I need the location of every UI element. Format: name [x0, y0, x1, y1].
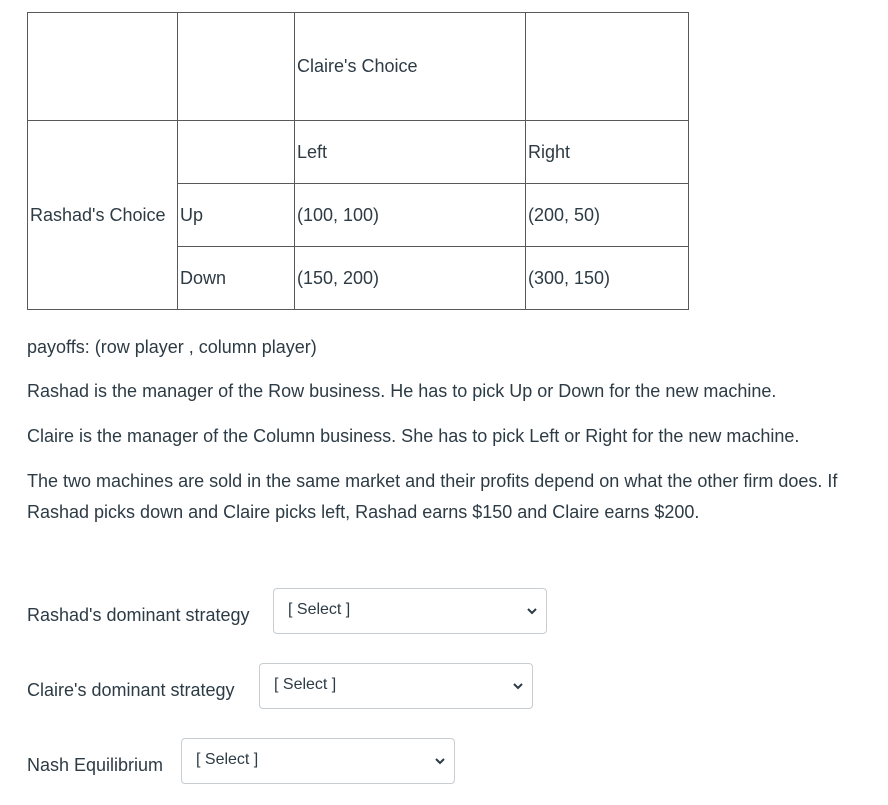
claire-dominant-select[interactable]	[259, 663, 533, 709]
rashads-choice-header: Rashad's Choice	[28, 121, 178, 310]
nash-equilibrium-select[interactable]	[181, 738, 455, 784]
claire-description: Claire is the manager of the Column business. She has to pick Left or Right for the new machine.	[27, 426, 800, 446]
rashad-description: Rashad is the manager of the Row business. He has to pick Up or Down for the new machine.	[27, 381, 777, 401]
chevron-down-icon	[512, 681, 524, 691]
market-description: The two machines are sold in the same market and their profits depend on what the other firm does. If Rashad picks down and Claire picks left, Rashad earns $150 and Claire earns $200.	[27, 471, 838, 522]
rashad-dominant-select[interactable]	[273, 588, 547, 634]
empty-cell	[526, 13, 689, 121]
down-header: Down	[178, 247, 295, 310]
select-value: [ Select ]	[274, 676, 337, 693]
chevron-down-icon	[526, 606, 538, 616]
nash-question-label: Nash Equilibrium	[27, 755, 164, 775]
up-header: Up	[178, 184, 295, 247]
payoff-down-left: (150, 200)	[295, 247, 526, 310]
select-value: [ Select ]	[288, 601, 351, 618]
rashad-question-label: Rashad's dominant strategy	[27, 605, 250, 625]
claires-choice-header: Claire's Choice	[295, 13, 526, 121]
payoffs-note: payoffs: (row player , column player)	[27, 337, 317, 357]
payoff-up-right: (200, 50)	[526, 184, 689, 247]
payoff-up-left: (100, 100)	[295, 184, 526, 247]
payoff-down-right: (300, 150)	[526, 247, 689, 310]
left-header: Left	[295, 121, 526, 184]
claire-question-label: Claire's dominant strategy	[27, 680, 235, 700]
right-header: Right	[526, 121, 689, 184]
payoff-matrix	[27, 12, 689, 310]
chevron-down-icon	[434, 756, 446, 766]
empty-cell	[28, 13, 178, 121]
empty-cell	[178, 13, 295, 121]
empty-cell	[178, 121, 295, 184]
select-value: [ Select ]	[196, 751, 259, 768]
